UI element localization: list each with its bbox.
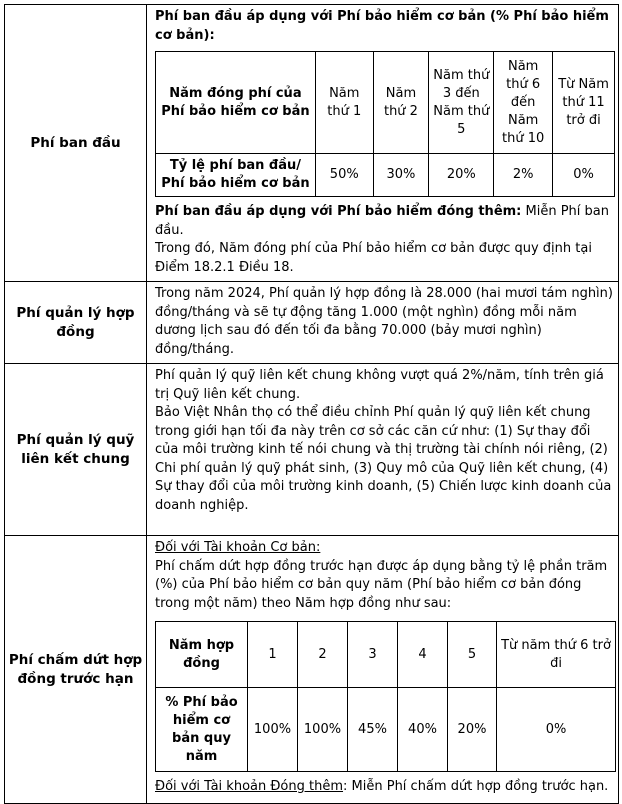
rate-row-label: Tỷ lệ phí ban đầu/ Phí bảo hiểm cơ bản [156, 154, 316, 197]
contract-year-label: Năm hợp đồng [156, 622, 248, 688]
surrender-rate-label: % Phí bảo hiểm cơ bản quy năm [156, 688, 248, 772]
fund-fee-para1: Phí quản lý quỹ liên kết chung không vượt quá 2%/năm, tính trên giá trị Quỹ liên kết chung. [155, 368, 604, 402]
row-fund-fee [5, 364, 619, 536]
initial-fee-intro: Phí ban đầu áp dụng với Phí bảo hiểm cơ bản (% Phí bảo hiểm cơ bản): [155, 9, 609, 43]
rate-cell: 50% [315, 154, 373, 197]
rate-cell: 2% [494, 154, 553, 197]
surrender-fee-content [147, 536, 619, 804]
initial-fee-label: Phí ban đầu [5, 5, 147, 282]
fee-table [4, 4, 619, 804]
year-header-label: Năm đóng phí của Phí bảo hiểm cơ bản [156, 52, 316, 154]
rate-cell: 0% [553, 154, 615, 197]
admin-fee-label: Phí quản lý hợp đồng [5, 282, 147, 364]
year-col-4: Năm thứ 6 đến Năm thứ 10 [494, 52, 553, 154]
table-row [156, 688, 616, 772]
year-col-1: Năm thứ 1 [315, 52, 373, 154]
fund-fee-para2: Bảo Việt Nhân thọ có thể điều chỉnh Phí quản lý quỹ liên kết chung trong giới hạn tối đa này trên cơ sở các căn cứ như: (1) Sự thay đổi của môi trường kinh tế nói chung và thị trường tài chính nói riêng, (2) Chi phí quản lý quỹ phát sinh, (3) Quy mô của Quỹ liên kết chung, (4) Sự thay đổi của môi trường kinh doanh, (5) Chiến lược kinh doanh của doanh nghiệp. [155, 405, 612, 513]
surrender-rate-table [155, 621, 616, 772]
topup-account-line [155, 778, 614, 797]
contract-year-col: Từ năm thứ 6 trở đi [497, 622, 616, 688]
rate-cell: 30% [373, 154, 429, 197]
contract-year-col: 4 [398, 622, 448, 688]
rate-cell: 0% [497, 688, 616, 772]
rate-cell: 45% [348, 688, 398, 772]
contract-year-col: 2 [298, 622, 348, 688]
surrender-fee-label: Phí chấm dứt hợp đồng trước hạn [5, 536, 147, 804]
topup-account-heading: Đối với Tài khoản Đóng thêm [155, 779, 344, 794]
rate-cell: 20% [429, 154, 494, 197]
row-initial-fee [5, 5, 619, 282]
initial-fee-content [147, 5, 619, 282]
year-col-5: Từ Năm thứ 11 trở đi [553, 52, 615, 154]
initial-fee-topup [155, 203, 614, 240]
row-admin-fee [5, 282, 619, 364]
fund-fee-content [147, 364, 619, 536]
contract-year-col: 3 [348, 622, 398, 688]
contract-year-col: 1 [248, 622, 298, 688]
basic-account-heading: Đối với Tài khoản Cơ bản: [155, 540, 321, 555]
initial-fee-rate-table [155, 51, 615, 197]
year-col-3: Năm thứ 3 đến Năm thứ 5 [429, 52, 494, 154]
table-row [156, 622, 616, 688]
contract-year-col: 5 [448, 622, 497, 688]
topup-text: Miễn Phí ban đầu. [155, 204, 609, 238]
basic-account-text: Phí chấm dứt hợp đồng trước hạn được áp dụng bằng tỷ lệ phần trăm (%) của Phí bảo hiểm cơ bản quy năm (Phí bảo hiểm cơ bản đóng trong một năm) theo Năm hợp đồng như sau: [155, 558, 608, 611]
initial-fee-note: Trong đó, Năm đóng phí của Phí bảo hiểm cơ bản được quy định tại Điểm 18.2.1 Điều 18. [155, 241, 592, 275]
topup-label: Phí ban đầu áp dụng với Phí bảo hiểm đóng thêm: [155, 204, 522, 219]
admin-fee-text: Trong năm 2024, Phí quản lý hợp đồng là 28.000 (hai mươi tám nghìn) đồng/tháng và sẽ tự động tăng 1.000 (một nghìn) đồng mỗi năm dương lịch sau đó đến tối đa bằng 70.000 (bảy mươi nghìn) đồng/tháng. [147, 282, 619, 364]
rate-cell: 40% [398, 688, 448, 772]
rate-cell: 20% [448, 688, 497, 772]
topup-account-text: : Miễn Phí chấm dứt hợp đồng trước hạn. [343, 779, 609, 794]
table-row [156, 52, 615, 154]
rate-cell: 100% [298, 688, 348, 772]
row-surrender-fee [5, 536, 619, 804]
fund-fee-label: Phí quản lý quỹ liên kết chung [5, 364, 147, 536]
year-col-2: Năm thứ 2 [373, 52, 429, 154]
rate-cell: 100% [248, 688, 298, 772]
table-row [156, 154, 615, 197]
